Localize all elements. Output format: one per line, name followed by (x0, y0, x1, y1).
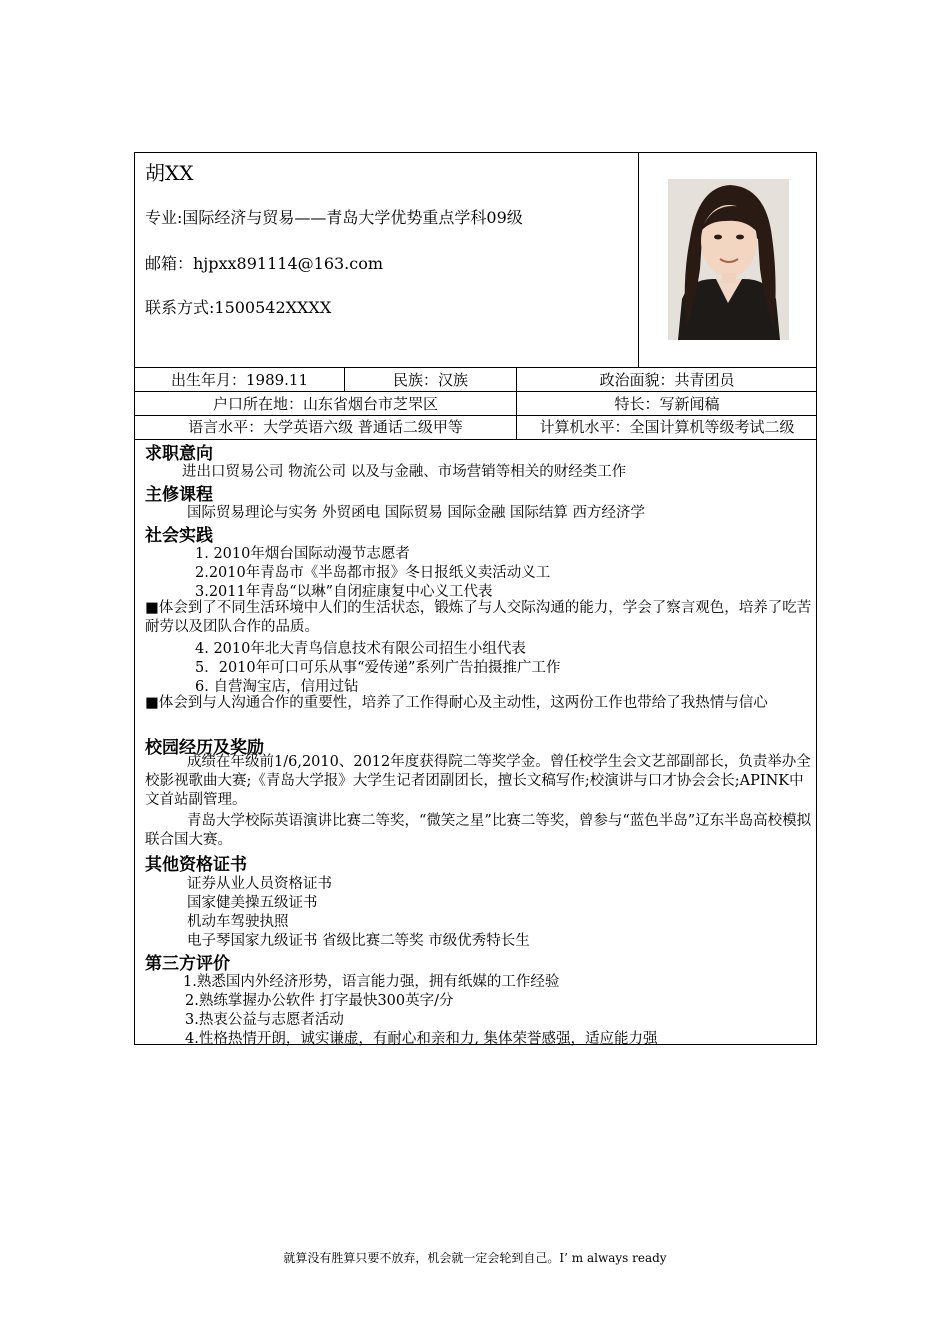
profile-photo (668, 179, 789, 340)
list-item: 机动车驾驶执照 (187, 914, 289, 930)
courses-heading: 主修课程 (145, 485, 213, 505)
evaluation-heading: 第三方评价 (145, 954, 230, 974)
specialty-cell: 特长：写新闻稿 (614, 395, 720, 413)
list-item: 6. 自营淘宝店，信用过钻 (195, 679, 359, 695)
email-line: 邮箱：hjpxx891114@163.com (145, 254, 384, 273)
list-item: 4. 2010年北大青鸟信息技术有限公司招生小组代表 (195, 641, 526, 657)
list-item: 2.2010年青岛市《半岛都市报》冬日报纸义卖活动义工 (195, 565, 551, 581)
list-item: 2.熟练掌握办公软件 打字最快300英字/分 (185, 993, 454, 1009)
campus-paragraph: 成绩在年级前1/6,2010、2012年度获得院二等奖学金。曾任校学生会文艺部副部长，负责举办全校影视歌曲大赛;《青岛大学报》大学生记者团副团长，擅长文稿写作;校演讲与口才协会会长;APINK中文首站副管理。 (145, 754, 811, 808)
footer-motto: 就算没有胜算只要不放弃，机会就一定会轮到自己。I’ m always ready (283, 1251, 667, 1265)
contact-line: 联系方式:1500542XXXX (145, 298, 332, 317)
major-line: 专业:国际经济与贸易——青岛大学优势重点学科09级 (145, 208, 523, 227)
table-divider (135, 391, 816, 392)
reflection-text: ■体会到了不同生活环境中人们的生活状态，锻炼了与人交际沟通的能力，学会了察言观色，培养了吃苦耐劳以及团队合作的品质。 (145, 600, 812, 635)
candidate-name: 胡XX (145, 161, 194, 185)
campus-paragraph: 青岛大学校际英语演讲比赛二等奖，“微笑之星”比赛二等奖，曾参与“蓝色半岛”辽东半岛高校模拟联合国大赛。 (145, 813, 812, 848)
practice-heading: 社会实践 (145, 526, 213, 546)
photo-divider (638, 153, 639, 367)
list-item: 证券从业人员资格证书 (187, 876, 332, 892)
certificates-heading: 其他资格证书 (145, 855, 247, 875)
table-divider (135, 367, 816, 368)
list-item: 5．2010年可口可乐从事“爱传递”系列广告拍摄推广工作 (195, 660, 561, 676)
list-item: 1. 2010年烟台国际动漫节志愿者 (195, 546, 410, 562)
objective-text: 进出口贸易公司 物流公司 以及与金融、市场营销等相关的财经类工作 (182, 464, 627, 480)
table-divider (135, 439, 816, 440)
list-item: 3.热衷公益与志愿者活动 (185, 1012, 344, 1028)
ethnicity-cell: 民族：汉族 (392, 371, 468, 389)
resume-table (134, 152, 817, 1045)
hukou-cell: 户口所在地：山东省烟台市芝罘区 (212, 395, 438, 413)
campus-heading: 校园经历及奖励 (145, 738, 264, 758)
courses-text: 国际贸易理论与实务 外贸函电 国际贸易 国际金融 国际结算 西方经济学 (187, 505, 646, 521)
list-item: 1.熟悉国内外经济形势，语言能力强，拥有纸媒的工作经验 (183, 974, 560, 990)
list-item: 3.2011年青岛“以琳”自闭症康复中心义工代表 (195, 584, 493, 600)
language-cell: 语言水平：大学英语六级 普通话二级甲等 (188, 418, 463, 436)
reflection-text: ■体会到与人沟通合作的重要性，培养了工作得耐心及主动性，这两份工作也带给了我热情与信心 (145, 695, 768, 711)
politics-cell: 政治面貌：共青团员 (599, 371, 735, 389)
list-item: 国家健美操五级证书 (187, 895, 318, 911)
birth-cell: 出生年月：1989.11 (170, 371, 309, 389)
objective-heading: 求职意向 (145, 444, 213, 464)
computer-cell: 计算机水平：全国计算机等级考试二级 (539, 418, 795, 436)
list-item: 电子琴国家九级证书 省级比赛二等奖 市级优秀特长生 (187, 933, 530, 949)
list-item: 4.性格热情开朗，诚实谦虚，有耐心和亲和力, 集体荣誉感强，适应能力强 (185, 1031, 658, 1047)
